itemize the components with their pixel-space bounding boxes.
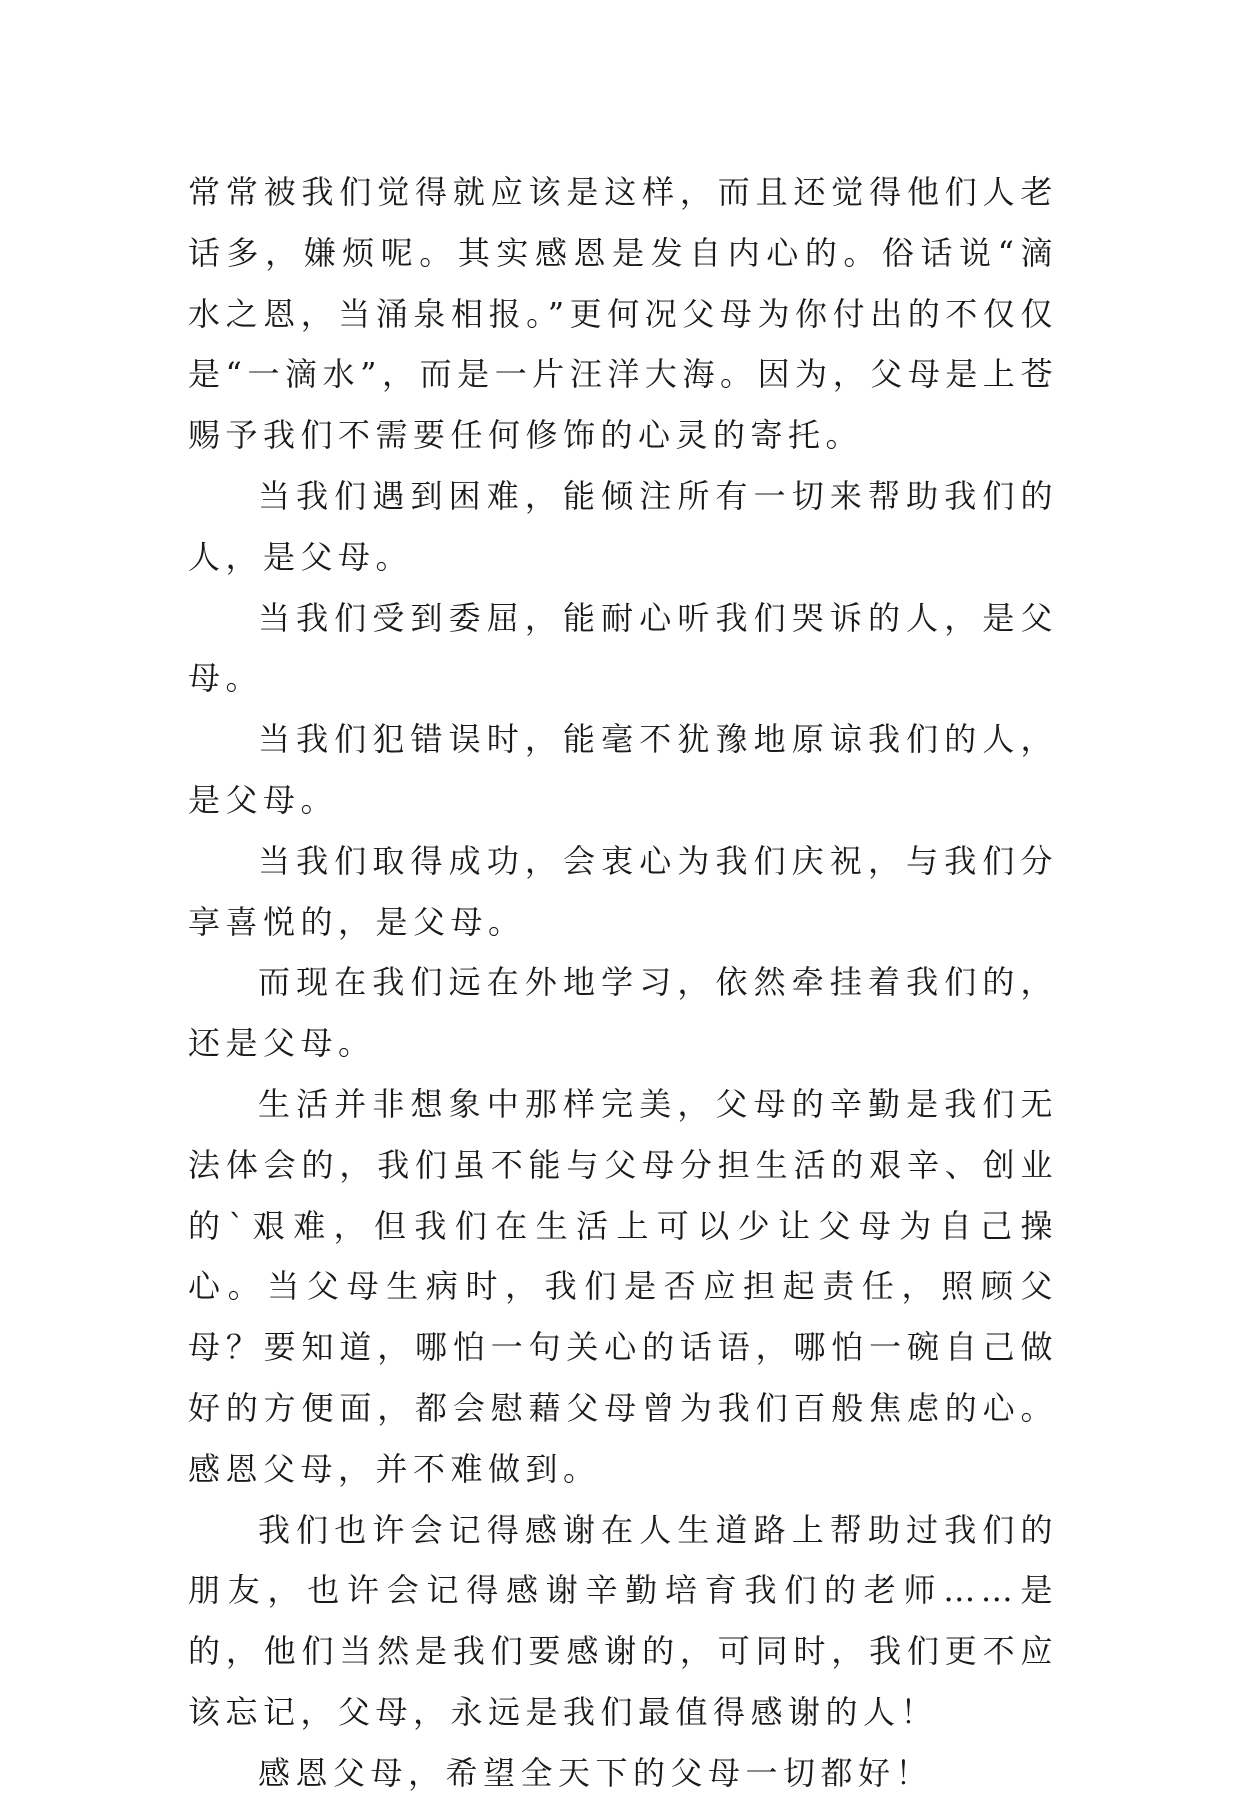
paragraph: 生活并非想象中那样完美，父母的辛勤是我们无法体会的，我们虽不能与父母分担生活的艰辛、创业的`艰难，但我们在生活上可以少让父母为自己操心。当父母生病时，我们是否应担起责任，照顾父母？要知道，哪怕一句关心的话语，哪怕一碗自己做好的方便面，都会慰藉父母曾为我们百般焦虑的心。感恩父母，并不难做到。 (188, 1084, 1058, 1488)
paragraph: 我们也许会记得感谢在人生道路上帮助过我们的朋友，也许会记得感谢辛勤培育我们的老师……是的，他们当然是我们要感谢的，可同时，我们更不应该忘记，父母，永远是我们最值得感谢的人！ (188, 1510, 1058, 1731)
paragraph-continuation: 常常被我们觉得就应该是这样，而且还觉得他们人老话多，嫌烦呢。其实感恩是发自内心的。俗话说“滴水之恩，当涌泉相报。”更何况父母为你付出的不仅仅是“一滴水”，而是一片汪洋大海。因为，父母是上苍赐予我们不需要任何修饰的心灵的寄托。 (188, 173, 1058, 455)
paragraph: 当我们犯错误时，能毫不犹豫地原谅我们的人，是父母。 (188, 720, 1058, 819)
paragraph: 当我们受到委屈，能耐心听我们哭诉的人，是父母。 (188, 598, 1058, 698)
paragraph-closing: 感恩父母，希望全天下的父母一切都好！ (258, 1753, 934, 1792)
paragraph: 当我们取得成功，会衷心为我们庆祝，与我们分享喜悦的，是父母。 (188, 841, 1058, 941)
paragraph: 而现在我们远在外地学习，依然牵挂着我们的，还是父母。 (188, 963, 1058, 1063)
paragraph: 当我们遇到困难，能倾注所有一切来帮助我们的人，是父母。 (188, 476, 1058, 576)
article-body (188, 162, 1058, 1804)
